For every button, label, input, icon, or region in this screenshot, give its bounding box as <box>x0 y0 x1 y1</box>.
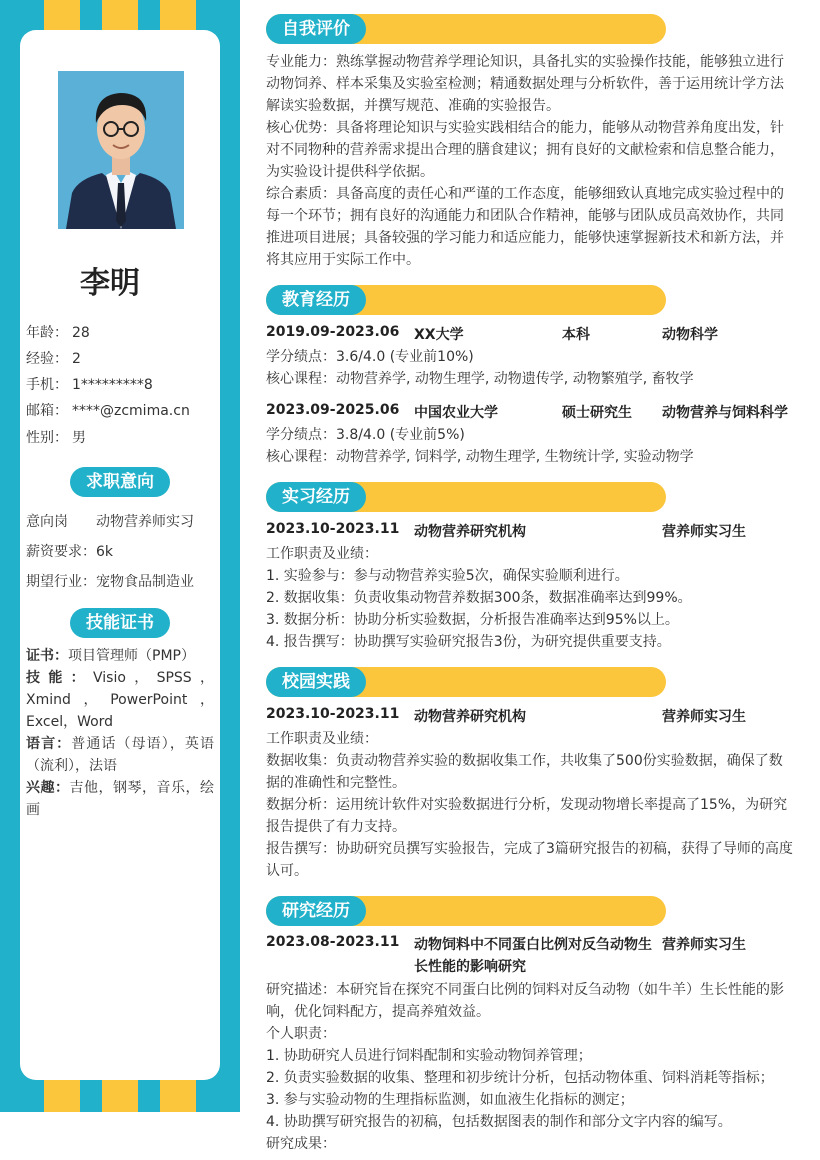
internship-role: 营养师实习生 <box>662 524 746 540</box>
decor-stripe <box>160 1080 196 1112</box>
skill-value: Visio，SPSS，Xmind，PowerPoint，Excel，Word <box>26 670 215 730</box>
research-header <box>266 934 796 978</box>
info-row-gender <box>26 427 86 447</box>
section-title: 实习经历 <box>266 482 366 512</box>
edu-degree: 本科 <box>562 327 590 343</box>
campus-header <box>266 706 796 728</box>
info-value: 2 <box>72 351 81 367</box>
edu-gpa: 学分绩点：3.8/4.0 (专业前5%) <box>266 427 465 443</box>
self-eval-paragraph: 专业能力：熟练掌握动物营养学理论知识，具备扎实的实验操作技能，能够独立进行动物饲养、样本采集及实验室检测；精通数据处理与分析软件，善于运用统计学方法解读实验数据，并撰写规范、准确的实验报告。 <box>266 54 784 114</box>
info-value: 1*********8 <box>72 377 153 393</box>
education-entry-body <box>266 346 794 390</box>
campus-line: 工作职责及业绩： <box>266 731 378 747</box>
research-date: 2023.08-2023.11 <box>266 934 400 950</box>
self-eval-paragraph: 核心优势：具备将理论知识与实验实践相结合的能力，能够从动物营养角度出发，针对不同物种的营养需求提出合理的膳食建议；拥有良好的文献检索和信息整合能力，为实验设计提供科学依据。 <box>266 120 784 180</box>
section-header-education <box>266 285 666 315</box>
section-title-skills: 技能证书 <box>70 608 170 638</box>
section-header-campus <box>266 667 666 697</box>
skills-list <box>26 645 214 821</box>
info-row-phone <box>26 374 153 394</box>
research-body <box>266 979 794 1155</box>
info-key: 性别： <box>26 430 68 446</box>
edu-courses: 核心课程：动物营养学, 动物生理学, 动物遗传学, 动物繁殖学, 畜牧学 <box>266 371 694 387</box>
skill-row-hobby <box>26 777 214 821</box>
intent-value: 宠物食品制造业 <box>96 574 194 590</box>
skill-key: 语言： <box>26 736 72 752</box>
info-key: 手机： <box>26 377 68 393</box>
internship-header <box>266 521 796 543</box>
self-eval-body <box>266 51 794 271</box>
info-row-email <box>26 400 190 420</box>
research-line: 研究描述：本研究旨在探究不同蛋白比例的饲料对反刍动物（如牛羊）生长性能的影响，优化饲料配方，提高养殖效益。 <box>266 982 784 1020</box>
research-line: 1. 协助研究人员进行饲料配制和实验动物饲养管理； <box>266 1048 592 1064</box>
edu-gpa: 学分绩点：3.6/4.0 (专业前10%) <box>266 349 474 365</box>
intent-row-position <box>26 511 194 531</box>
intent-value: 6k <box>96 544 114 560</box>
candidate-name: 李明 <box>80 266 140 301</box>
skill-value: 普通话（母语），英语（流利），法语 <box>26 736 214 774</box>
avatar <box>58 71 184 229</box>
campus-org: 动物营养研究机构 <box>414 709 526 725</box>
campus-line: 数据分析：运用统计软件对实验数据进行分析，发现动物增长率提高了15%，为研究报告提供了有力支持。 <box>266 797 788 835</box>
campus-role: 营养师实习生 <box>662 709 746 725</box>
skill-row-cert <box>26 645 214 667</box>
section-title: 教育经历 <box>266 285 366 315</box>
research-project: 动物饲料中不同蛋白比例对反刍动物生长性能的影响研究 <box>414 937 652 975</box>
section-header-internship <box>266 482 666 512</box>
research-line: 研究成果： <box>266 1136 336 1152</box>
edu-courses: 核心课程：动物营养学, 饲料学, 动物生理学, 生物统计学, 实验动物学 <box>266 449 694 465</box>
research-line: 2. 负责实验数据的收集、整理和初步统计分析，包括动物体重、饲料消耗等指标； <box>266 1070 774 1086</box>
section-title: 校园实践 <box>266 667 366 697</box>
info-row-experience <box>26 348 81 368</box>
skill-value: 项目管理师（PMP） <box>68 648 195 664</box>
intent-key: 意向岗 <box>26 514 68 530</box>
decor-stripe <box>44 1080 80 1112</box>
intent-key: 期望行业： <box>26 574 96 590</box>
skill-row-language <box>26 733 214 777</box>
research-line: 3. 参与实验动物的生理指标监测，如血液生化指标的测定； <box>266 1092 634 1108</box>
internship-line: 工作职责及业绩： <box>266 546 378 562</box>
skill-key: 兴趣： <box>26 780 70 796</box>
internship-line: 3. 数据分析：协助分析实验数据，分析报告准确率达到95%以上。 <box>266 612 679 628</box>
intent-row-industry <box>26 571 194 591</box>
internship-date: 2023.10-2023.11 <box>266 521 400 537</box>
skill-key: 技能： <box>26 670 93 686</box>
info-value: ****@zcmima.cn <box>72 403 190 419</box>
decor-stripe <box>44 0 80 30</box>
edu-date: 2023.09-2025.06 <box>266 402 400 418</box>
section-header-research <box>266 896 666 926</box>
skill-row-tools <box>26 667 214 733</box>
campus-line: 数据收集：负责动物营养实验的数据收集工作，共收集了500份实验数据，确保了数据的准确性和完整性。 <box>266 753 783 791</box>
info-row-age <box>26 322 90 342</box>
skill-key: 证书： <box>26 648 68 664</box>
intent-row-salary <box>26 541 113 561</box>
edu-degree: 硕士研究生 <box>562 405 632 421</box>
campus-line: 报告撰写：协助研究员撰写实验报告，完成了3篇研究报告的初稿，获得了导师的高度认可。 <box>266 841 793 879</box>
intent-value: 动物营养师实习 <box>96 514 194 530</box>
education-entry-body <box>266 424 794 468</box>
avatar-portrait <box>58 71 184 229</box>
campus-date: 2023.10-2023.11 <box>266 706 400 722</box>
intent-key: 薪资要求： <box>26 544 96 560</box>
education-entry-header <box>266 324 796 346</box>
edu-school: 中国农业大学 <box>414 405 498 421</box>
info-value: 男 <box>72 430 86 446</box>
decor-stripe <box>102 0 138 30</box>
info-key: 年龄： <box>26 325 68 341</box>
section-header-self-eval <box>266 14 666 44</box>
edu-date: 2019.09-2023.06 <box>266 324 400 340</box>
campus-body <box>266 728 794 882</box>
info-key: 邮箱： <box>26 403 68 419</box>
internship-line: 4. 报告撰写：协助撰写实验研究报告3份，为研究提供重要支持。 <box>266 634 671 650</box>
decor-stripe <box>160 0 196 30</box>
section-title-intent: 求职意向 <box>70 467 170 497</box>
info-key: 经验： <box>26 351 68 367</box>
internship-line: 2. 数据收集：负责收集动物营养数据300条，数据准确率达到99%。 <box>266 590 692 606</box>
section-title: 自我评价 <box>266 14 366 44</box>
decor-stripe <box>102 1080 138 1112</box>
education-entry-header <box>266 402 796 424</box>
skill-value: 吉他，钢琴，音乐，绘画 <box>26 780 214 818</box>
research-line: 个人职责： <box>266 1026 336 1042</box>
edu-major: 动物营养与饲料科学 <box>662 405 788 421</box>
internship-org: 动物营养研究机构 <box>414 524 526 540</box>
info-value: 28 <box>72 325 90 341</box>
research-line: 4. 协助撰写研究报告的初稿，包括数据图表的制作和部分文字内容的编写。 <box>266 1114 732 1130</box>
edu-school: XX大学 <box>414 327 464 343</box>
edu-major: 动物科学 <box>662 327 718 343</box>
self-eval-paragraph: 综合素质：具备高度的责任心和严谨的工作态度，能够细致认真地完成实验过程中的每一个环节；拥有良好的沟通能力和团队合作精神，能够与团队成员高效协作，共同推进项目进展；具备较强的学习能力和适应能力，能够快速掌握新技术和新方法，并将其应用于实际工作中。 <box>266 186 784 268</box>
research-role: 营养师实习生 <box>662 937 746 953</box>
internship-body <box>266 543 794 653</box>
internship-line: 1. 实验参与：参与动物营养实验5次，确保实验顺利进行。 <box>266 568 629 584</box>
section-title: 研究经历 <box>266 896 366 926</box>
